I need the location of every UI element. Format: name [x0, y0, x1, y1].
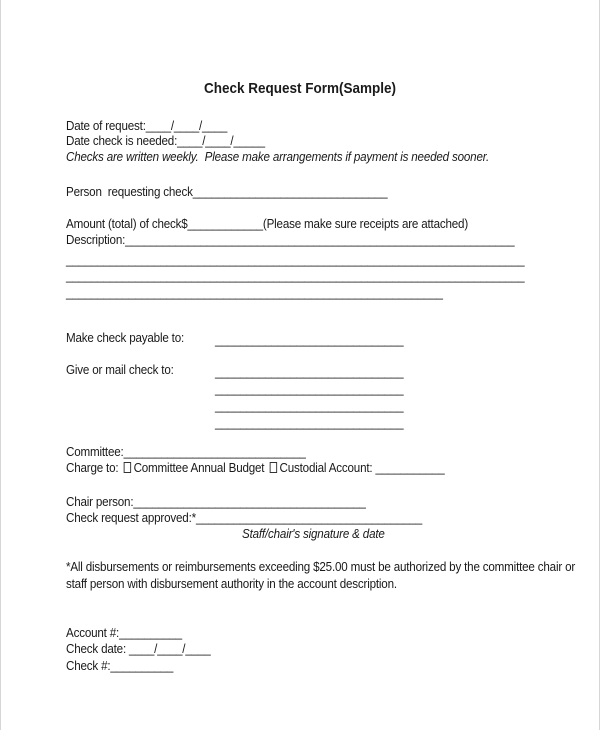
person-requesting-field[interactable]: Person requesting check_______________________________	[66, 185, 388, 199]
mail-to-line[interactable]: ______________________________	[215, 365, 404, 379]
check-number-field[interactable]: Check #:__________	[66, 659, 174, 673]
payable-to-line[interactable]: ______________________________	[215, 333, 404, 347]
description-line[interactable]: _________________________________________________________________________	[66, 269, 525, 283]
mail-to-label: Give or mail check to:	[66, 363, 174, 377]
account-number-field[interactable]: Account #:__________	[66, 626, 182, 640]
payable-to-label: Make check payable to:	[66, 331, 185, 345]
mail-to-line[interactable]: ______________________________	[215, 382, 404, 396]
description-field[interactable]: Description:______________________________________________________________	[66, 233, 515, 247]
chair-person-field[interactable]: Chair person:_____________________________________	[66, 495, 366, 509]
page-left-edge	[0, 0, 1, 730]
description-line[interactable]: ____________________________________________________________	[66, 286, 443, 300]
form-title: Check Request Form(Sample)	[203, 80, 397, 97]
check-approved-field[interactable]: Check request approved:*____________________________________	[66, 511, 423, 525]
committee-budget-checkbox[interactable]	[123, 462, 130, 473]
committee-field[interactable]: Committee:_____________________________	[66, 445, 306, 459]
custodial-account-field[interactable]: Custodial Account: ___________	[279, 461, 445, 475]
charge-to-label: Charge to:	[66, 461, 119, 475]
charge-to-row	[66, 461, 445, 476]
amount-field[interactable]: Amount (total) of check$____________(Please make sure receipts are attached)	[66, 217, 469, 231]
check-date-field[interactable]: Check date: ____/____/____	[66, 642, 211, 656]
date-of-request-field[interactable]: Date of request:____/____/____	[66, 119, 228, 133]
mail-to-line[interactable]: ______________________________	[215, 399, 404, 413]
description-line[interactable]: _________________________________________________________________________	[66, 253, 525, 267]
custodial-account-checkbox[interactable]	[269, 462, 276, 473]
disbursement-note-line-2: staff person with disbursement authority in the account description.	[66, 577, 397, 591]
signature-caption: Staff/chair's signature & date	[242, 527, 385, 541]
committee-budget-label: Committee Annual Budget	[133, 461, 265, 475]
mail-to-line[interactable]: ______________________________	[215, 416, 404, 430]
date-needed-field[interactable]: Date check is needed:____/____/_____	[66, 134, 265, 148]
disbursement-note-line-1: *All disbursements or reimbursements exceeding $25.00 must be authorized by the committee chair or	[66, 560, 576, 574]
checks-weekly-note: Checks are written weekly. Please make arrangements if payment is needed sooner.	[66, 150, 490, 164]
